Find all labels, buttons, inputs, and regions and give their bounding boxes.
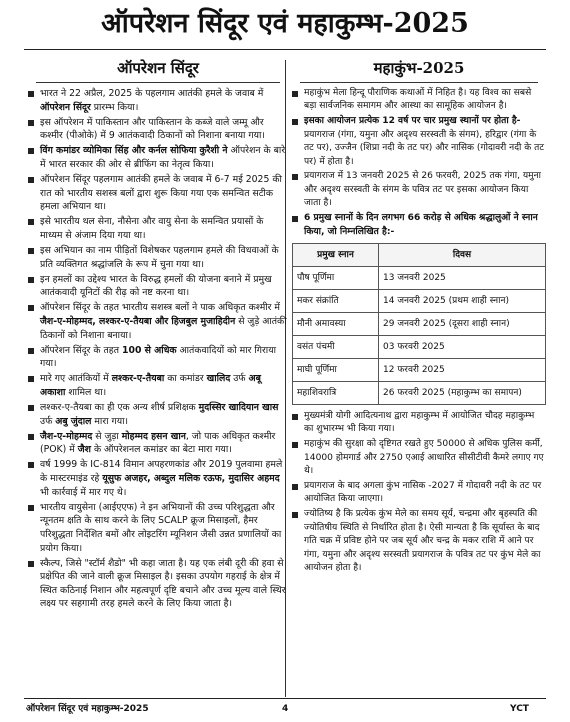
list-item-text	[40, 301, 288, 342]
list-item-text	[40, 173, 288, 214]
list-item-text	[304, 508, 546, 575]
publisher-mark: YCT	[510, 704, 529, 714]
text-run: , जो पाक अधिकृत कश्मीर (POK) में	[40, 430, 276, 456]
left-heading-rule	[36, 82, 280, 83]
text-run: प्रारम्भ किया।	[90, 101, 139, 113]
square-bullet-icon	[28, 148, 34, 154]
table-cell-bath: पौष पूर्णिमा	[293, 266, 379, 289]
text-run: भी कार्रवाई में मार गए थे।	[40, 486, 127, 498]
list-item	[292, 508, 546, 575]
list-item	[28, 458, 288, 499]
list-item-text	[40, 116, 288, 143]
table-cell-bath: महाशिवरात्रि	[293, 381, 379, 404]
list-item-text	[304, 212, 546, 239]
footer-title: ऑपरेशन सिंदूर एवं महाकुम्भ-2025	[26, 704, 149, 714]
list-item	[28, 173, 288, 214]
table-header-date: दिवस	[379, 243, 546, 266]
table-cell-date: 14 जनवरी 2025 (प्रथम शाही स्नान)	[379, 289, 546, 312]
list-item-text	[40, 372, 288, 399]
text-run: से जुड़े आतंकी ठिकानों को निशाना बनाया।	[40, 316, 287, 341]
square-bullet-icon	[292, 216, 298, 222]
square-bullet-icon	[28, 91, 34, 97]
bold-text: ऑपरेशन सिंदूर	[40, 101, 91, 113]
square-bullet-icon	[292, 442, 298, 448]
bold-text: खालिद	[206, 373, 231, 385]
bold-text: अबू अकाशा	[40, 373, 261, 398]
bold-text: यूसुफ अजहर, अब्दुल मलिक रऊफ, मुदासिर अहमद	[102, 473, 280, 485]
list-item	[28, 116, 288, 143]
list-item	[292, 87, 546, 114]
table-cell-bath: वसंत पंचमी	[293, 335, 379, 358]
text-run: उर्फ	[230, 373, 249, 385]
text-run: के ऑपरेशनल कमांडर का बेटा मारा गया।	[90, 444, 232, 456]
list-item-text	[40, 87, 288, 114]
text-run: आतंकवादियों को मार गिराया गया।	[40, 344, 277, 370]
table-row	[293, 381, 546, 404]
list-item	[28, 557, 288, 611]
text-run: ऑपरेशन सिंदूर के तहत भारतीय सशस्त्र बलों ने पाक अधिकृत कश्मीर में	[40, 302, 280, 314]
table-cell-date: 12 फरवरी 2025	[379, 358, 546, 381]
bold-text: 6 प्रमुख स्नानों के दिन लगभग 66 करोड़ से अधिक श्रद्धालुओं ने स्नान किया, जो निम्नलिखित है:-	[304, 213, 538, 237]
bold-text: जैश-ए-मोहम्मद, लश्कर-ए-तैयबा और हिजबुल मुजाहिदीन	[40, 316, 236, 327]
right-bullet-list-bottom	[292, 410, 546, 575]
title-divider	[24, 49, 546, 50]
list-item	[28, 273, 288, 300]
list-item-text	[40, 344, 288, 371]
list-item	[28, 401, 288, 428]
list-item-text	[40, 144, 288, 171]
left-column	[28, 58, 288, 612]
square-bullet-icon	[28, 462, 34, 468]
list-item	[28, 244, 288, 271]
text-run: मारा गया।	[91, 415, 129, 427]
list-item	[28, 144, 288, 171]
square-bullet-icon	[292, 484, 298, 490]
text-run: शामिल था।	[65, 386, 107, 398]
text-run: उर्फ	[40, 415, 56, 427]
square-bullet-icon	[28, 120, 34, 126]
text-run: लश्कर-ए-तैयबा का ही एक अन्य शीर्ष प्रशिक्षक	[40, 402, 199, 414]
square-bullet-icon	[28, 348, 34, 354]
square-bullet-icon	[28, 277, 34, 283]
table-cell-date: 26 फरवरी 2025 (महाकुम्भ का समापन)	[379, 381, 546, 404]
list-item	[292, 115, 546, 169]
text-run: प्रयागराज में 13 जनवरी 2025 से 26 फरवरी, 2025 तक गंगा, यमुना और अदृश्य सरस्वती के संगम के पवित्र तट पर इसका आयोजन किया जाता है।	[304, 171, 542, 209]
table-row	[293, 289, 546, 312]
text-run: ऑपरेशन के बारे में भारत सरकार की ओर से ब्रीफिंग का नेतृत्व किया।	[40, 145, 286, 170]
list-item	[28, 301, 288, 342]
bold-text: मुदस्सिर खादियान खास	[198, 402, 279, 414]
table-cell-bath: मकर संक्रांति	[293, 289, 379, 312]
bold-text: लश्कर-ए-तैयबा	[111, 373, 165, 385]
list-item	[28, 501, 288, 555]
table-cell-bath: मौनी अमावस्या	[293, 312, 379, 335]
list-item-text	[40, 557, 288, 611]
list-item-text	[40, 430, 288, 457]
text-run: वर्ष 1999 के IC-814 विमान अपहरणकांड और 2019 पुलवामा हमले के मास्टरमाइंड रहे	[40, 459, 283, 485]
table-header-bath: प्रमुख स्नान	[293, 243, 379, 266]
table-cell-date: 29 जनवरी 2025 (दूसरा शाही स्नान)	[379, 312, 546, 335]
list-item	[292, 438, 546, 478]
bold-text: इसका आयोजन प्रत्येक 12 वर्ष पर चार प्रमुख स्थानों पर होता है-	[304, 116, 521, 127]
page-number: 4	[282, 704, 289, 714]
text-run: मारे गए आतंकियों में	[40, 373, 112, 385]
text-run: इसे भारतीय थल सेना, नौसेना और वायु सेना के समन्वित प्रयासों के माध्यम से अंजाम दिया गया था।	[40, 216, 264, 241]
text-run: भारत ने 22 अप्रैल, 2025 के पहलगाम आतंकी हमले के जवाब में	[40, 88, 264, 99]
table-row	[293, 335, 546, 358]
list-item	[28, 344, 288, 371]
list-item	[292, 410, 546, 437]
table-row	[293, 266, 546, 289]
square-bullet-icon	[292, 91, 298, 97]
text-run: भारतीय वायुसेना (आईएएफ) ने इन अभियानों की उच्च परिशुद्धता और न्यूनतम क्षति के साथ करने के लिए SCALP क्रूज मिसाइलों, हैमर परिशुद्धता निर्देशित बमों और लोइटरिंग म्यूनिशन जैसी उन्नत प्रणालियों का प्रयोग किया।	[40, 501, 282, 554]
right-column-heading: महाकुंभ-2025	[373, 59, 465, 77]
text-run: मुख्यमंत्री योगी आदित्यनाथ द्वारा महाकुम्भ में आयोजित चौदह महाकुम्भ का शुभारम्भ भी किया गया।	[304, 410, 535, 435]
square-bullet-icon	[292, 414, 298, 420]
table-cell-date: 13 जनवरी 2025	[379, 266, 546, 289]
bold-text: अबु जुंदाल	[55, 415, 92, 427]
text-run: महाकुंभ मेला हिन्दू पौराणिक कथाओं में निहित है। यह विश्व का सबसे बड़ा सार्वजनिक समागम और आस्था का सामूहिक आयोजन है।	[304, 88, 532, 112]
square-bullet-icon	[292, 119, 298, 125]
list-item-text	[304, 438, 546, 478]
table-cell-date: 03 फरवरी 2025	[379, 335, 546, 358]
text-run: ज्योतिष्य है कि प्रत्येक कुंभ मेले का समय सूर्य, चन्द्रमा और बृहस्पति की ज्योतिषीय स्थिति से निर्धारित होता है। ऐसी मान्यता है कि सूर्यास्त के बाद गति चक्र में प्रविष्ट होने पर जब सूर्य और चन्द्र के मकर राशि में आने पर गंगा, यमुना और अदृश्य सरस्वती प्रयागराज के पवित्र तट पर कुंभ मेले का आयोजन होता है।	[304, 509, 541, 573]
list-item-text	[40, 401, 288, 428]
list-item-text	[40, 501, 288, 555]
bold-text: जैश	[77, 444, 91, 456]
right-heading-rule	[300, 82, 538, 83]
table-row	[293, 312, 546, 335]
list-item-text	[40, 273, 288, 300]
right-bullet-list-top	[292, 87, 546, 239]
square-bullet-icon	[28, 505, 34, 511]
left-column-heading: ऑपरेशन सिंदूर	[117, 59, 199, 77]
left-bullet-list	[28, 87, 288, 611]
square-bullet-icon	[292, 174, 298, 180]
list-item	[292, 212, 546, 239]
text-run: महाकुंभ की सुरक्षा को दृष्टिगत रखते हुए 50000 से अधिक पुलिस कर्मी, 14000 होमगार्ड और 2750 एआई आधारित सीसीटीवी कैमरे लगाए गए थे।	[304, 439, 544, 477]
footer-divider	[24, 698, 546, 699]
square-bullet-icon	[28, 248, 34, 254]
table-row	[293, 358, 546, 381]
square-bullet-icon	[28, 376, 34, 382]
list-item-text	[304, 87, 546, 114]
square-bullet-icon	[292, 512, 298, 518]
text-run: इस अभियान का नाम पीड़ितों विशेषकर पहलगाम हमले की विधवाओं के प्रति व्यक्तिगत श्रद्धांजलि के रूप में चुना गया था।	[40, 245, 279, 270]
text-run: ऑपरेशन सिंदूर के तहत	[40, 344, 123, 356]
list-item-text	[40, 458, 288, 499]
text-run: इन हमलों का उद्देश्य भारत के विरुद्ध हमलों की योजना बनाने में प्रमुख आतंकवादी यूनिटों की रीढ़ को नष्ट करना था।	[40, 273, 272, 299]
list-item	[292, 170, 546, 210]
square-bullet-icon	[28, 434, 34, 440]
list-item-text	[304, 410, 546, 437]
square-bullet-icon	[28, 305, 34, 311]
text-run: इस ऑपरेशन में पाकिस्तान और पाकिस्तान के कब्जे वाले जम्मू और कश्मीर (पीओके) में 9 आतंकवादी ठिकानों को निशाना बनाया गया।	[40, 116, 265, 142]
square-bullet-icon	[28, 177, 34, 183]
page-title: ऑपरेशन सिंदूर एवं महाकुम्भ-2025	[101, 8, 469, 39]
list-item-text	[304, 115, 546, 169]
text-run: प्रयागराज (गंगा, यमुना और अदृश्य सरस्वती के संगम), हरिद्वार (गंगा के तट पर), उज्जैन (शिप्रा नदी के तट पर) और नासिक (गोदावरी नदी के तट पर) में होता है।	[304, 129, 544, 167]
list-item	[28, 215, 288, 242]
list-item-text	[304, 480, 546, 507]
list-item-text	[40, 244, 288, 271]
bold-text: विंग कमांडर व्योमिका सिंह और कर्नल सोफिया कुरैशी ने	[40, 145, 228, 157]
text-run: स्कैल्प, जिसे "स्टॉर्म शैडो" भी कहा जाता है। यह एक लंबी दूरी की हवा से प्रक्षेपित की जाने वाली क्रूज मिसाइल है। इसका उपयोग गहराई के क्षेत्र में स्थित कठिनाई निशान और महत्वपूर्ण दृष्टि बचाने और उच्च मूल्य वाले स्थिर लक्ष्य पर सहगामी तरह हमले करने के लिए किया जाता है।	[40, 557, 286, 610]
list-item	[28, 87, 288, 114]
list-item	[292, 480, 546, 507]
bathing-dates-table	[292, 243, 546, 405]
bold-text: जैश-ए-मोहम्मद	[40, 430, 93, 442]
list-item-text	[40, 215, 288, 242]
text-run: ऑपरेशन सिंदूर पहलगाम आतंकी हमले के जवाब में 6-7 मई 2025 की रात को भारतीय सशस्त्र बलों द्वारा शुरू किया गया एक समन्वित सटीक हमला अभियान था।	[40, 174, 282, 213]
bold-text: मोहम्मद हसन खान	[121, 430, 186, 442]
right-column	[292, 58, 546, 577]
list-item-text	[304, 170, 546, 210]
list-item	[28, 430, 288, 457]
square-bullet-icon	[28, 219, 34, 225]
list-item	[28, 372, 288, 399]
text-run: से जुड़ा	[92, 430, 122, 442]
bold-text: 100 से अधिक	[122, 344, 177, 356]
text-run: का कमांडर	[164, 373, 207, 385]
table-cell-bath: माघी पूर्णिमा	[293, 358, 379, 381]
square-bullet-icon	[28, 405, 34, 411]
square-bullet-icon	[28, 561, 34, 567]
text-run: प्रयागराज के बाद अगला कुंभ नासिक -2027 में गोदावरी नदी के तट पर आयोजित किया जाएगा।	[304, 481, 542, 505]
